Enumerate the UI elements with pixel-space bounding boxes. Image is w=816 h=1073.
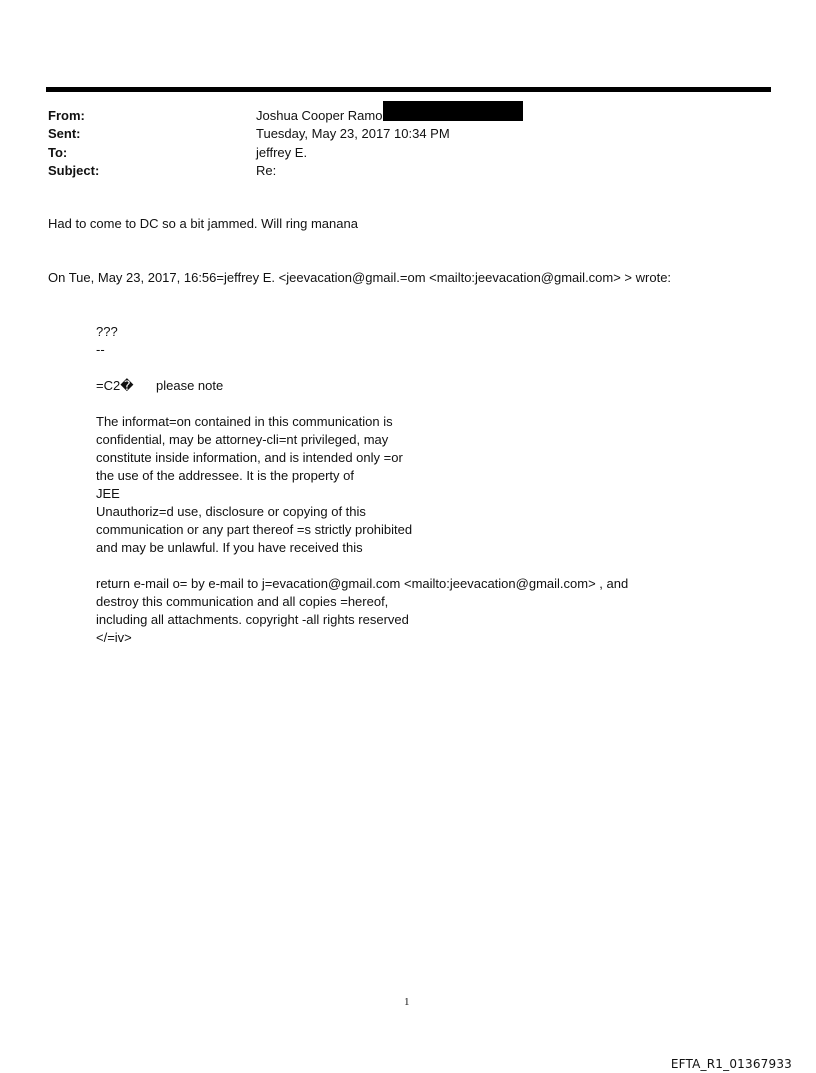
disclaimer-line: Unauthoriz=d use, disclosure or copying of this: [96, 504, 366, 519]
sent-value: Tuesday, May 23, 2017 10:34 PM: [256, 126, 450, 141]
reply-text: Had to come to DC so a bit jammed. Will ring manana: [48, 216, 358, 231]
from-value: Joshua Cooper Ramo: [256, 108, 383, 123]
disclaimer2-line: </=iv>: [96, 630, 132, 645]
sent-label: Sent:: [48, 126, 81, 141]
quote-intro: On Tue, May 23, 2017, 16:56=jeffrey E. <jeevacation@gmail.=om <mailto:jeevacation@gmail.com> > wrote:: [48, 270, 672, 285]
disclaimer-line: JEE: [96, 486, 120, 501]
quoted-line-1: ???: [96, 324, 118, 339]
disclaimer2-line: including all attachments. copyright -all rights reserved: [96, 612, 409, 627]
subject-label: Subject:: [48, 163, 100, 178]
redaction-box: [383, 101, 523, 121]
disclaimer-line: communication or any part thereof =s strictly prohibited: [96, 522, 413, 537]
disclaimer-line: the use of the addressee. It is the property of: [96, 468, 354, 483]
to-label: To:: [48, 145, 68, 160]
disclaimer-line: constitute inside information, and is intended only =or: [96, 450, 403, 465]
disclaimer-line: The informat=on contained in this communication is: [96, 414, 393, 429]
note-prefix: =C2�: [96, 378, 134, 393]
note-text: please note: [156, 378, 224, 393]
from-label: From:: [48, 108, 85, 123]
disclaimer2-line: destroy this communication and all copies =hereof,: [96, 594, 389, 609]
disclaimer-line: confidential, may be attorney-cli=nt privileged, may: [96, 432, 389, 447]
to-value: jeffrey E.: [256, 145, 308, 160]
quoted-line-2: --: [96, 342, 105, 357]
disclaimer-line: and may be unlawful. If you have received this: [96, 540, 363, 555]
disclaimer2-line: return e-mail o= by e-mail to j=evacation@gmail.com <mailto:jeevacation@gmail.com> , and: [96, 576, 629, 591]
header-rule: [46, 87, 771, 92]
subject-value: Re:: [256, 163, 277, 178]
document-id: EFTA_R1_01367933: [670, 1057, 792, 1071]
page-number: 1: [404, 996, 410, 1008]
